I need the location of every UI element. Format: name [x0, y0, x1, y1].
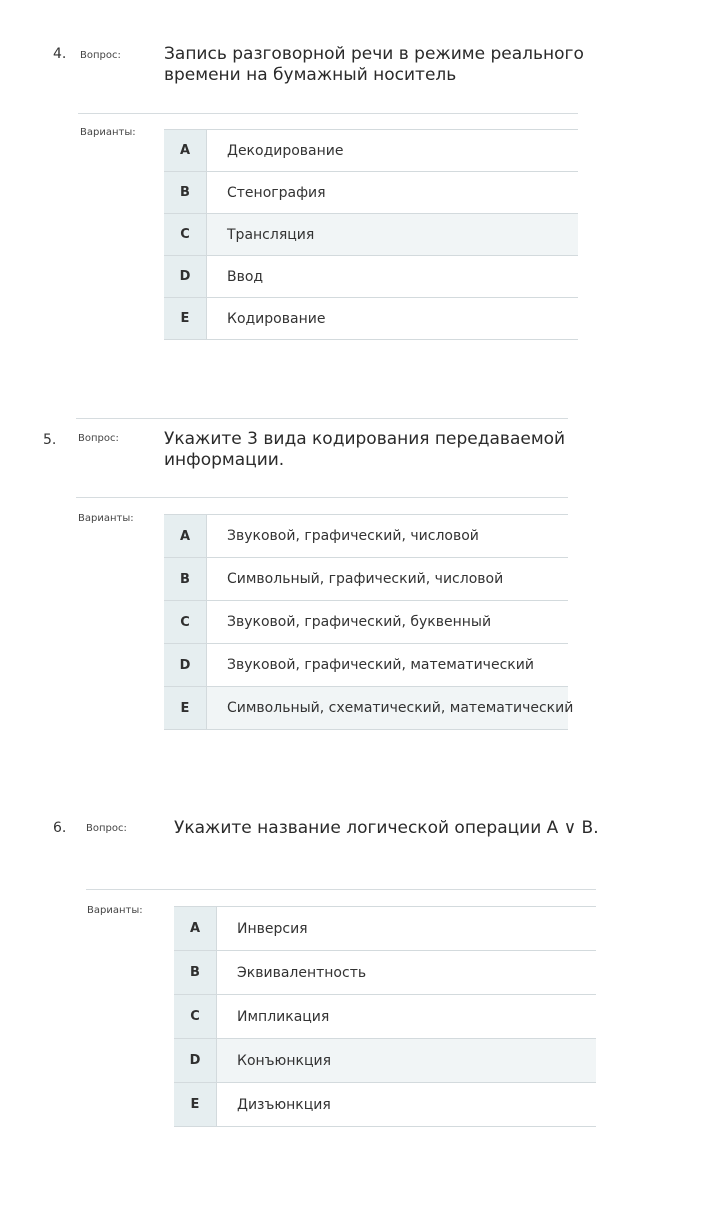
option-d[interactable]	[174, 1039, 596, 1083]
options-list	[174, 906, 596, 1127]
variants-label: Варианты:	[78, 513, 134, 524]
option-text: Звуковой, графический, буквенный	[227, 614, 492, 630]
option-e[interactable]	[164, 298, 578, 340]
options-list	[164, 129, 578, 340]
option-a[interactable]	[164, 130, 578, 172]
option-text: Импликация	[237, 1008, 330, 1025]
option-b[interactable]	[174, 951, 596, 995]
option-letter: D	[174, 1039, 217, 1082]
option-text: Конъюнкция	[237, 1052, 331, 1069]
option-text: Трансляция	[227, 226, 315, 243]
question-text-line: Запись разговорной речи в режиме реального	[164, 44, 584, 64]
option-letter: C	[164, 601, 207, 643]
option-letter: D	[164, 256, 207, 297]
question-text-line: времени на бумажный носитель	[164, 65, 457, 85]
option-text: Звуковой, графический, математический	[227, 657, 534, 673]
option-text: Символьный, графический, числовой	[227, 571, 504, 587]
option-e[interactable]	[174, 1083, 596, 1127]
option-text: Символьный, схематический, математический	[227, 700, 574, 716]
divider	[76, 497, 568, 498]
option-d[interactable]	[164, 644, 568, 687]
option-text: Инверсия	[237, 920, 308, 937]
option-a[interactable]	[164, 515, 568, 558]
question-number: 4.	[53, 46, 67, 62]
divider	[86, 889, 596, 890]
option-text: Эквивалентность	[237, 964, 367, 981]
question-text	[174, 818, 599, 839]
question-text-line: информации.	[164, 450, 285, 470]
option-letter: A	[174, 907, 217, 950]
option-c[interactable]	[164, 214, 578, 256]
option-letter: B	[164, 172, 207, 213]
question-text-line: Укажите название логической операции A ∨ B.	[174, 818, 599, 838]
option-letter: C	[164, 214, 207, 255]
question-label: Вопрос:	[80, 50, 121, 61]
option-letter: D	[164, 644, 207, 686]
question-number: 6.	[53, 820, 67, 836]
question-number: 5.	[43, 432, 57, 448]
option-letter: E	[164, 687, 207, 729]
variants-label: Варианты:	[87, 905, 143, 916]
option-letter: B	[164, 558, 207, 600]
option-a[interactable]	[174, 907, 596, 951]
option-b[interactable]	[164, 172, 578, 214]
option-b[interactable]	[164, 558, 568, 601]
divider	[76, 418, 568, 419]
options-list	[164, 514, 574, 730]
divider	[78, 113, 578, 114]
option-letter: C	[174, 995, 217, 1038]
option-text: Кодирование	[227, 310, 326, 327]
option-letter: E	[164, 298, 207, 339]
option-text: Стенография	[227, 184, 326, 201]
option-text: Ввод	[227, 268, 264, 285]
option-text: Дизъюнкция	[237, 1096, 331, 1113]
option-c[interactable]	[164, 601, 568, 644]
option-c[interactable]	[174, 995, 596, 1039]
option-letter: A	[164, 130, 207, 171]
option-text: Звуковой, графический, числовой	[227, 528, 479, 544]
question-label: Вопрос:	[86, 823, 127, 834]
question-text	[164, 44, 584, 86]
option-text: Декодирование	[227, 142, 344, 159]
question-text	[164, 429, 565, 471]
option-d[interactable]	[164, 256, 578, 298]
option-e[interactable]	[164, 687, 574, 730]
option-letter: B	[174, 951, 217, 994]
question-text-line: Укажите 3 вида кодирования передаваемой	[164, 429, 566, 449]
question-label: Вопрос:	[78, 433, 119, 444]
variants-label: Варианты:	[80, 127, 136, 138]
option-letter: E	[174, 1083, 217, 1126]
option-letter: A	[164, 515, 207, 557]
